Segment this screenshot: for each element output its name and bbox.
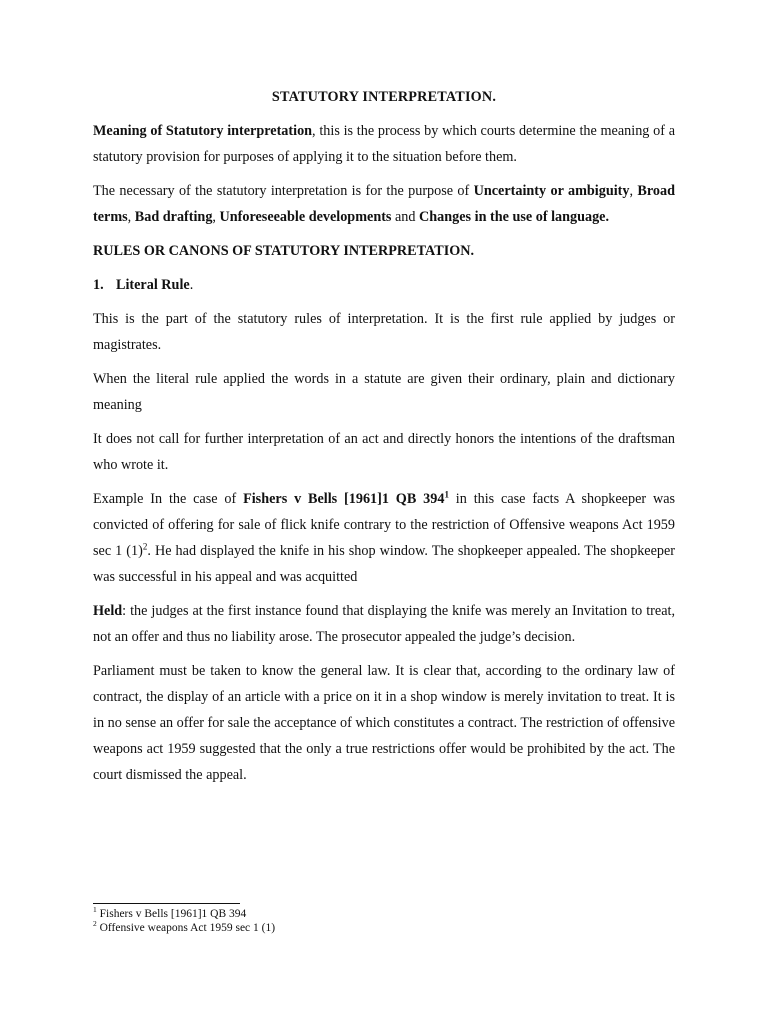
footnote-2 (93, 921, 675, 935)
footnote-1 (93, 907, 675, 921)
necessity-item-bad-drafting: Bad drafting (134, 209, 213, 225)
page-title: STATUTORY INTERPRETATION. (271, 89, 497, 105)
footnote-number: 1 (93, 905, 97, 915)
held-paragraph (93, 598, 675, 650)
example-paragraph (93, 486, 675, 590)
meaning-paragraph (93, 118, 675, 170)
footnote-ref-1[interactable]: 1 (444, 489, 449, 500)
literal-rule-heading (93, 272, 675, 298)
meaning-text: , this is the process by which courts determine the meaning of a statutory provision for purposes of applying it to the situation before them. (93, 123, 675, 165)
necessity-item-uncertainty: Uncertainty or ambiguity (473, 183, 630, 199)
literal-rule-paragraph-3: It does not call for further interpretation of an act and directly honors the intentions of the draftsman who wrote it. (93, 431, 675, 473)
footnotes (93, 903, 675, 935)
example-text-1: in this case facts A shopkeeper was convicted of offering for sale of flick knife contrary to the restriction of Offensive weapons Act 1959 sec 1 (1) (93, 491, 676, 559)
example-lead: Example In the case of (93, 491, 244, 507)
footnote-divider (93, 903, 240, 904)
necessity-lead: The necessary of the statutory interpretation is for the purpose of (93, 183, 474, 199)
necessity-item-unforeseeable: Unforeseeable developments (219, 209, 392, 225)
necessity-item-broad-terms: Broad terms (93, 183, 676, 225)
rules-heading: RULES OR CANONS OF STATUTORY INTERPRETATION. (93, 243, 475, 259)
literal-rule-period: . (189, 277, 194, 293)
example-text-2: . He had displayed the knife in his shop window. The shopkeeper appealed. The shopkeeper was successful in his appeal and was acquitted (93, 543, 675, 585)
held-label: Held (93, 603, 123, 619)
necessity-item-language: Changes in the use of language. (419, 209, 610, 225)
list-number: 1. (93, 277, 104, 293)
footnote-text: Offensive weapons Act 1959 sec 1 (1) (96, 922, 276, 934)
meaning-term: Meaning of Statutory interpretation (93, 123, 313, 139)
document-body (93, 84, 675, 796)
literal-rule-label: Literal Rule (116, 277, 190, 293)
necessity-sep: and (391, 209, 420, 225)
necessity-sep: , (127, 209, 135, 225)
literal-rule-paragraph-1: This is the part of the statutory rules of interpretation. It is the first rule applied by judges or magistrates. (93, 311, 675, 353)
footnote-text: Fishers v Bells [1961]1 QB 394 (96, 908, 247, 920)
footnote-number: 2 (93, 919, 97, 929)
necessity-paragraph (93, 178, 675, 230)
case-name: Fishers v Bells [1961]1 QB 394 (243, 491, 445, 507)
parliament-paragraph: Parliament must be taken to know the general law. It is clear that, according to the ordinary law of contract, the display of an article with a price on it in a shop window is merely invitation to treat. It is in no sense an offer for sale the acceptance of which constitutes a contract. The restriction of offensive weapons act 1959 suggested that the only a true restrictions offer would be prohibited by the act. The court dismissed the appeal. (93, 663, 675, 783)
footnote-ref-2[interactable]: 2 (142, 541, 148, 552)
literal-rule-paragraph-2: When the literal rule applied the words in a statute are given their ordinary, plain and dictionary meaning (93, 371, 675, 413)
necessity-sep: , (212, 209, 220, 225)
necessity-sep: , (629, 183, 634, 199)
held-text: : the judges at the first instance found that displaying the knife was merely an Invitation to treat, not an offer and thus no liability arose. The prosecutor appealed the judge’s decision. (93, 603, 675, 645)
